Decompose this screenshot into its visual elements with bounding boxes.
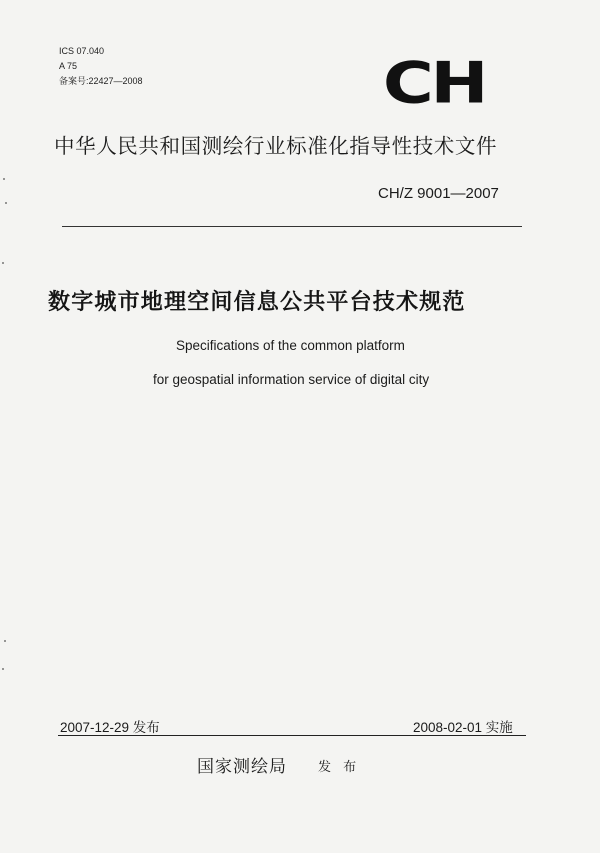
ics-code: ICS 07.040 [59, 46, 105, 56]
ch-logo: CH [382, 48, 486, 117]
scan-speck [2, 668, 4, 670]
implementation-date: 2008-02-01 实施 [413, 720, 513, 735]
header-divider [62, 226, 522, 227]
scan-speck [2, 262, 4, 264]
scan-speck [5, 202, 7, 204]
scan-speck [4, 640, 6, 642]
scan-speck [3, 178, 5, 180]
standard-number: CH/Z 9001—2007 [378, 185, 499, 202]
classification-meta [59, 44, 143, 89]
classification-code: A 75 [59, 61, 78, 71]
publish-label: 发 布 [318, 760, 361, 775]
issue-date: 2007-12-29 发布 [60, 720, 160, 735]
english-title-line-1: Specifications of the common platform [176, 338, 405, 353]
org-title: 中华人民共和国测绘行业标准化指导性技术文件 [54, 134, 498, 158]
english-title-line-2: for geospatial information service of digital city [153, 372, 430, 387]
date-divider [58, 735, 526, 736]
record-number: 备案号:22427—2008 [59, 76, 143, 86]
main-title-chinese: 数字城市地理空间信息公共平台技术规范 [48, 290, 466, 315]
publisher-name: 国家测绘局 [197, 757, 287, 777]
